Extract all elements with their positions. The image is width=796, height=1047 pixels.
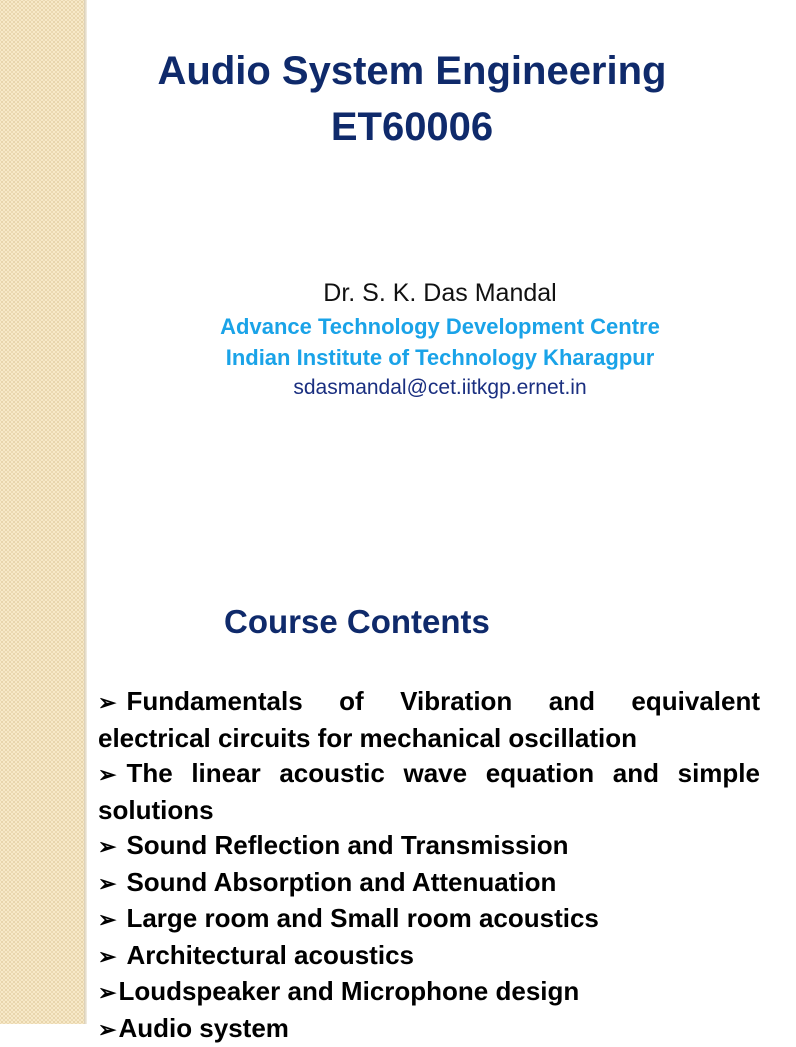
list-item [98, 684, 760, 756]
course-title: Audio System Engineering [84, 44, 740, 98]
list-item-text: The linear acoustic wave equation and simple solutions [98, 758, 760, 825]
list-item [98, 865, 760, 902]
author-email: sdasmandal@cet.iitkgp.ernet.in [84, 374, 796, 402]
arrow-bullet-icon: ➢ [98, 685, 116, 721]
institute-name: Indian Institute of Technology Kharagpur [84, 343, 796, 373]
list-item-text: Sound Absorption and Attenuation [126, 867, 556, 897]
list-item [98, 938, 760, 975]
decorative-side-strip [0, 0, 84, 1024]
arrow-bullet-icon: ➢ [98, 866, 116, 902]
arrow-bullet-icon: ➢ [98, 757, 116, 793]
list-item-text: Sound Reflection and Transmission [126, 830, 568, 860]
list-item [98, 756, 760, 828]
list-item [98, 901, 760, 938]
list-item-text: Loudspeaker and Microphone design [118, 976, 579, 1006]
list-item-text: Architectural acoustics [126, 940, 414, 970]
list-item-text: Large room and Small room acoustics [126, 903, 598, 933]
list-item [98, 974, 760, 1011]
author-name: Dr. S. K. Das Mandal [84, 278, 796, 308]
list-item [98, 1011, 760, 1047]
list-item-text: Fundamentals of Vibration and equivalent electrical circuits for mechanical oscillation [98, 686, 760, 753]
arrow-bullet-icon: ➢ [98, 939, 116, 975]
arrow-bullet-icon: ➢ [98, 1012, 116, 1047]
arrow-bullet-icon: ➢ [98, 829, 116, 865]
course-contents-list [98, 684, 760, 1047]
list-item [98, 828, 760, 865]
arrow-bullet-icon: ➢ [98, 902, 116, 938]
department-name: Advance Technology Development Centre [84, 312, 796, 342]
list-item-text: Audio system [118, 1013, 289, 1043]
arrow-bullet-icon: ➢ [98, 975, 116, 1011]
course-contents-heading: Course Contents [224, 602, 490, 642]
course-code: ET60006 [84, 100, 740, 154]
